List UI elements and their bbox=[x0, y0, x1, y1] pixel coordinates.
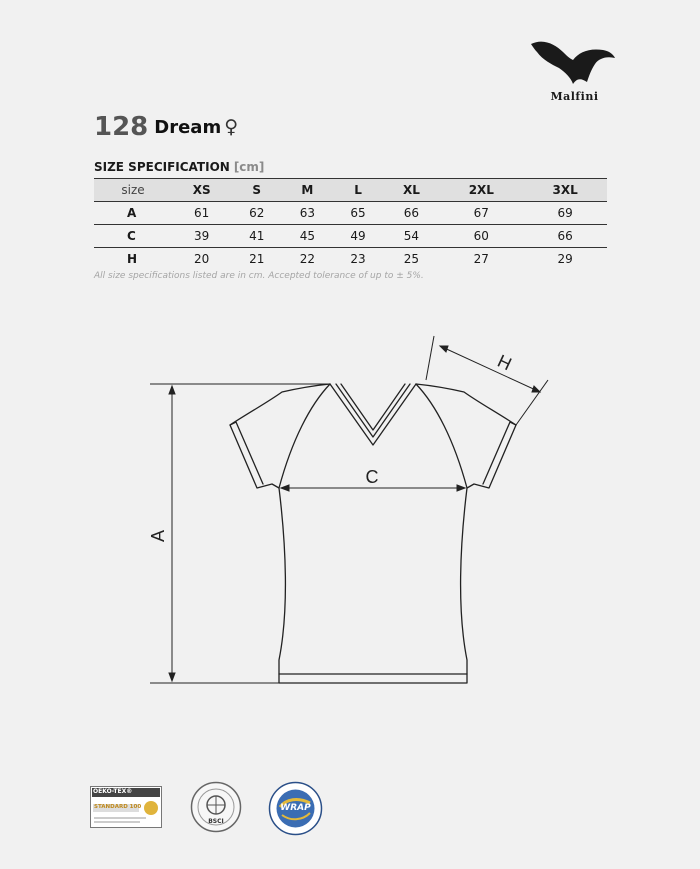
table-cell: 21 bbox=[249, 252, 265, 266]
table-cell: 27 bbox=[473, 252, 489, 266]
table-cell: 25 bbox=[403, 252, 420, 266]
table-cell: 66 bbox=[557, 229, 573, 243]
oeko-tex-icon bbox=[90, 786, 162, 828]
wrap-icon bbox=[268, 781, 323, 836]
sleeve-measure-line bbox=[440, 346, 540, 392]
row-label: C bbox=[127, 229, 136, 243]
row-label: A bbox=[127, 206, 137, 220]
raglan-seam-right bbox=[416, 384, 467, 488]
label-h: H bbox=[494, 350, 515, 375]
female-symbol-icon: ♀ bbox=[224, 116, 239, 138]
table-header-cell: size bbox=[121, 183, 145, 197]
table-cell: 49 bbox=[350, 229, 366, 243]
table-header-cell: M bbox=[301, 183, 314, 197]
table-cell: 61 bbox=[194, 206, 210, 220]
table-cell: 66 bbox=[403, 206, 420, 220]
tolerance-note: All size specifications listed are in cm. Accepted tolerance of up to ± 5%. bbox=[94, 271, 424, 281]
table-cell: 23 bbox=[350, 252, 366, 266]
label-c: C bbox=[365, 467, 379, 487]
table-cell: 45 bbox=[299, 229, 316, 243]
bsci-icon bbox=[190, 781, 242, 833]
table-cell: 69 bbox=[557, 206, 573, 220]
size-spec-unit: [cm] bbox=[233, 160, 265, 174]
product-name: Dream bbox=[154, 116, 222, 138]
table-header-cell: XS bbox=[192, 183, 211, 197]
table-cell: 22 bbox=[299, 252, 316, 266]
table-header-cell: 3XL bbox=[552, 183, 578, 197]
size-spec-heading: SIZE SPECIFICATION bbox=[94, 160, 230, 174]
row-label: H bbox=[127, 252, 138, 266]
table-cell: 67 bbox=[473, 206, 489, 220]
oeko-tex-label: OEKO-TEX® bbox=[93, 788, 133, 795]
product-number: 128 bbox=[94, 112, 149, 142]
table-cell: 20 bbox=[194, 252, 210, 266]
table-cell: 41 bbox=[249, 229, 265, 243]
label-a: A bbox=[148, 529, 168, 543]
table-header-cell: L bbox=[354, 183, 362, 197]
table-cell: 54 bbox=[403, 229, 420, 243]
table-cell: 29 bbox=[557, 252, 573, 266]
table-cell: 65 bbox=[350, 206, 366, 220]
oeko-tex-standard: STANDARD 100 bbox=[94, 804, 142, 810]
brand-name: Malfini bbox=[550, 90, 599, 103]
raglan-seam-left bbox=[279, 384, 330, 488]
table-header-cell: S bbox=[252, 183, 262, 197]
table-header-cell: XL bbox=[402, 183, 420, 197]
tshirt-outline bbox=[230, 384, 516, 683]
table-cell: 60 bbox=[473, 229, 489, 243]
wrap-label: WRAP bbox=[280, 803, 311, 813]
table-cell: 63 bbox=[299, 206, 316, 220]
table-cell: 62 bbox=[249, 206, 265, 220]
table-cell: 39 bbox=[194, 229, 210, 243]
table-header-cell: 2XL bbox=[468, 183, 494, 197]
bsci-label: BSCI bbox=[208, 818, 224, 825]
